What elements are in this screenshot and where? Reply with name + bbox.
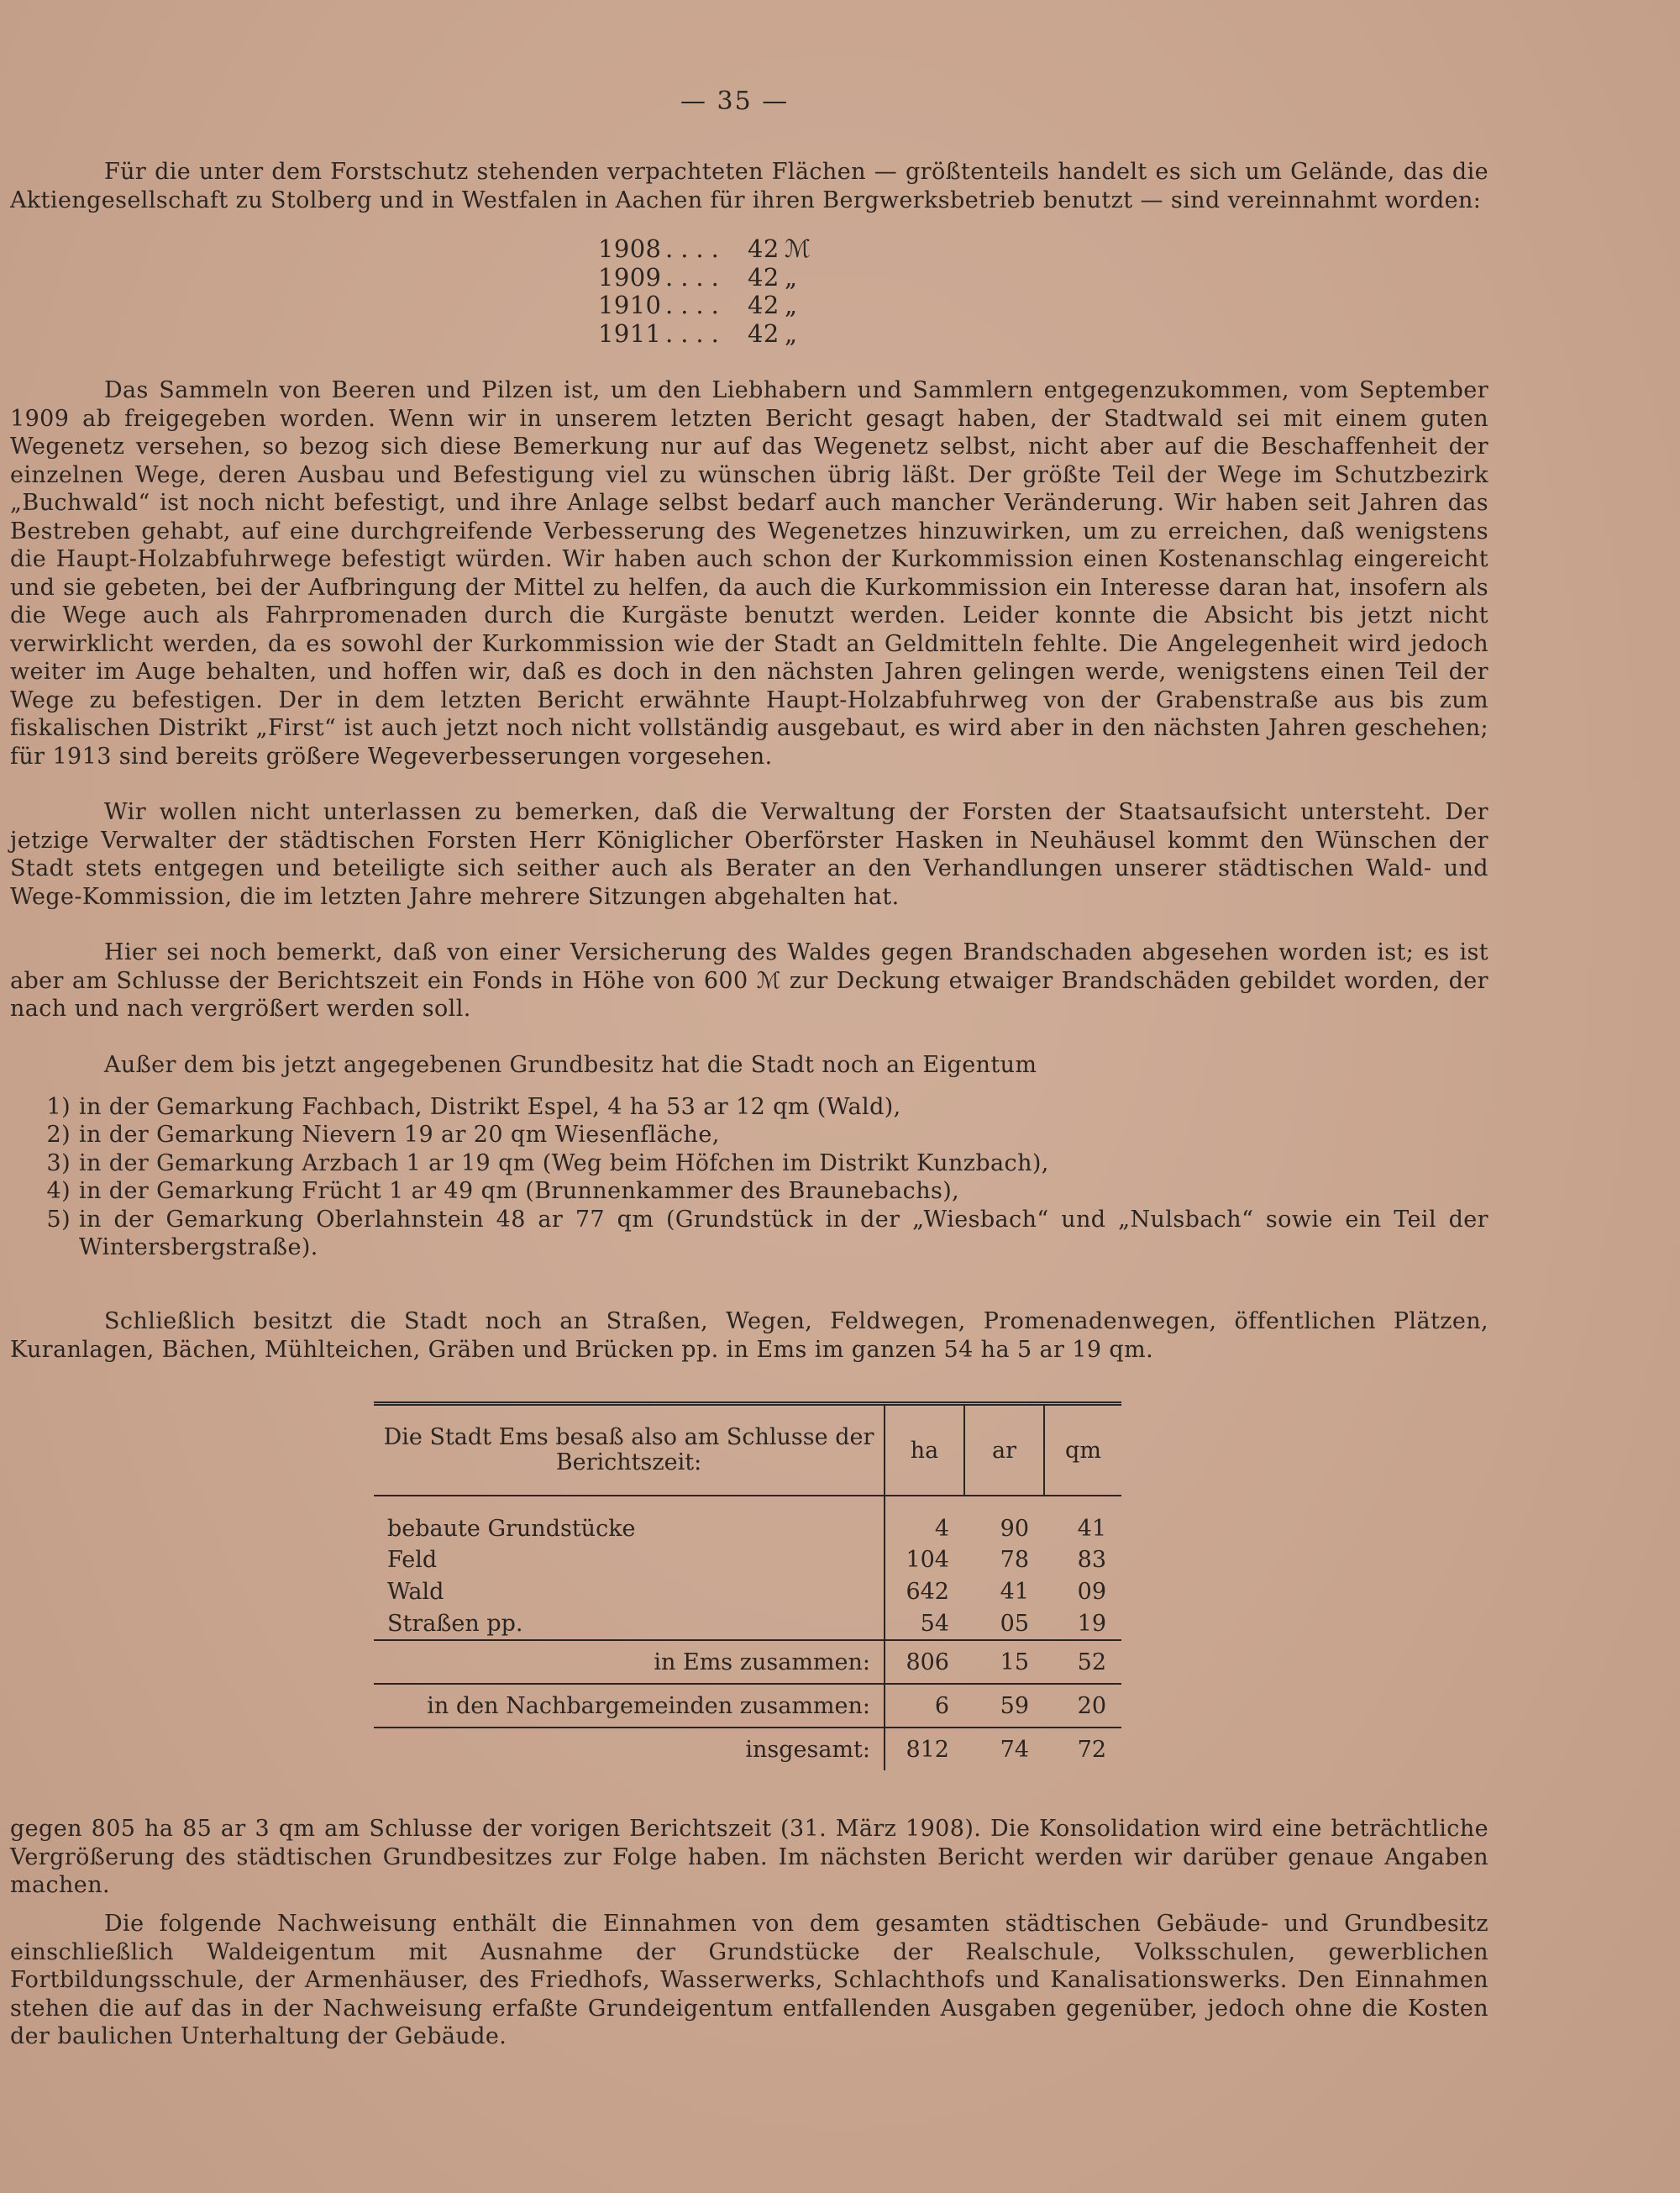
total-neighbor-row: in den Nachbargemeinden zusammen: 6 59 20	[374, 1684, 1121, 1728]
paragraph-insurance: Hier sei noch bemerkt, daß von einer Versicherung des Waldes gegen Brandschaden abgesehen worden ist; es ist aber am Schlusse der Berichtszeit ein Fonds in Höhe von 600 ℳ zur Deckung etwaiger Brandschäden gebildet worden, der nach und nach vergrößert werden soll.	[10, 939, 1488, 1022]
list-item: 4) in der Gemarkung Frücht 1 ar 49 qm (Brunnenkammer des Braunebachs),	[46, 1178, 960, 1204]
paragraph-collecting: Das Sammeln von Beeren und Pilzen ist, um den Liebhabern und Sammlern entgegenzukommen, vom September 1909 ab freigegeben worden. Wenn wir in unserem letzten Bericht gesagt haben, der Stadtwald sei mit einem guten Wegenetz versehen, so bezog sich diese Bemerkung nur auf das Wegenetz selbst, nicht aber auf die Beschaffenheit der einzelnen Wege, deren Ausbau und Befestigung viel zu wünschen übrig läßt. Der größte Teil der Wege im Schutzbezirk „Buchwald“ ist noch nicht befestigt, und ihre Anlage selbst bedarf auch mancher Veränderung. Wir haben seit Jahren das Bestreben gehabt, auf eine durchgreifende Verbesserung des Wegenetzes hinzuwirken, um zu erreichen, daß wenigstens die Haupt-Holzabfuhrwege befestigt würden. Wir haben auch schon der Kurkommission einen Kostenanschlag eingereicht und sie gebeten, bei der Aufbringung der Mittel zu helfen, da auch die Kurkommission ein Interesse daran hat, insofern als die Wege auch als Fahrpromenaden durch die Kurgäste benutzt werden. Leider konnte die Absicht bis jetzt nicht verwirklicht werden, da es sowohl der Kurkommission wie der Stadt an Geldmitteln fehlte. Die Angelegenheit wird jedoch weiter im Auge behalten, und hoffen wir, daß es doch in den nächsten Jahren gelingen werde, wenigstens einen Teil der Wege zu befestigen. Der in dem letzten Bericht erwähnte Haupt-Holzabfuhrweg von der Grabenstraße aus bis zum fiskalischen Distrikt „First“ ist auch jetzt noch nicht vollständig ausgebaut, es wird aber in den nächsten Jahren geschehen; für 1913 sind bereits größere Wegeverbesserungen vorgesehen.	[10, 377, 1488, 770]
paragraph-income: Die folgende Nachweisung enthält die Einnahmen von dem gesamten städtischen Gebäude- und Grundbesitz einschließlich Waldeigentum mit Ausnahme der Grundstücke der Realschule, Volksschulen, gewerblichen Fortbildungsschule, der Armenhäuser, des Friedhofs, Wasserwerks, Schlachthofs und Kanalisationswerks. Den Einnahmen stehen die auf das in der Nachweisung erfaßte Grundeigentum entfallenden Ausgaben gegenüber, jedoch ohne die Kosten der baulichen Unterhaltung der Gebäude.	[10, 1911, 1488, 2049]
grand-total-row: insgesamt: 812 74 72	[374, 1728, 1121, 1770]
column-header-ha: ha	[885, 1404, 964, 1496]
list-item: 1) in der Gemarkung Fachbach, Distrikt Espel, 4 ha 53 ar 12 qm (Wald),	[46, 1093, 901, 1120]
lease-income-list	[598, 235, 811, 348]
list-item: 5) in der Gemarkung Oberlahnstein 48 ar 77 qm (Grundstück in der „Wiesbach“ und „Nulsbach“ sowie ein Teil der Wintersbergstraße).	[46, 1206, 1488, 1260]
intro-paragraph: Für die unter dem Forstschutz stehenden verpachteten Flächen — größtenteils handelt es sich um Gelände, das die Aktiengesellschaft zu Stolberg und in Westfalen in Aachen für ihren Bergwerksbetrieb benutzt — sind vereinnahmt worden:	[10, 159, 1488, 213]
table-header	[374, 1404, 1121, 1496]
property-list	[10, 1093, 1488, 1262]
year-row: 1910 .... 42 „	[598, 291, 798, 319]
paragraph-comparison: gegen 805 ha 85 ar 3 qm am Schlusse der vorigen Berichtszeit (31. März 1908). Die Konsolidation wird eine beträchtliche Vergrößerung des städtischen Grundbesitzes zur Folge haben. Im nächsten Bericht werden wir darüber genaue Angaben machen.	[10, 1816, 1488, 1898]
list-item: 3) in der Gemarkung Arzbach 1 ar 19 qm (Weg beim Höfchen im Distrikt Kunzbach),	[46, 1149, 1049, 1176]
total-ems-row: in Ems zusammen: 806 15 52	[374, 1640, 1121, 1684]
column-header-qm: qm	[1044, 1404, 1121, 1496]
year-row: 1909 .... 42 „	[598, 262, 798, 292]
page-number: — 35 —	[680, 87, 790, 116]
table-row: bebaute Grundstücke 4 90 41	[374, 1496, 1121, 1544]
table-row: Feld 104 78 83	[374, 1544, 1121, 1575]
table-caption: Die Stadt Ems besaß also am Schlusse der Berichtszeit:	[374, 1404, 885, 1496]
property-summary-table	[374, 1402, 1121, 1770]
paragraph-property-intro: Außer dem bis jetzt angegebenen Grundbesitz hat die Stadt noch an Eigentum	[104, 1052, 1037, 1078]
paragraph-streets: Schließlich besitzt die Stadt noch an Straßen, Wegen, Feldwegen, Promenadenwegen, öffentlichen Plätzen, Kuranlagen, Bächen, Mühlteichen, Gräben und Brücken pp. in Ems im ganzen 54 ha 5 ar 19 qm.	[10, 1308, 1488, 1363]
paragraph-administration: Wir wollen nicht unterlassen zu bemerken, daß die Verwaltung der Forsten der Staatsaufsicht untersteht. Der jetzige Verwalter der städtischen Forsten Herr Königlicher Oberförster Hasken in Neuhäusel kommt den Wünschen der Stadt stets entgegen und beteiligte sich seither auch als Berater an den Verhandlungen unserer städtischen Wald- und Wege-Kommission, die im letzten Jahre mehrere Sitzungen abgehalten hat.	[10, 799, 1488, 910]
table-row: Wald 642 41 09	[374, 1575, 1121, 1607]
table-row: Straßen pp. 54 05 19	[374, 1607, 1121, 1640]
year-row: 1911 .... 42 „	[598, 318, 798, 348]
year-row: 1908 .... 42 ℳ	[598, 234, 811, 263]
column-header-ar: ar	[964, 1404, 1044, 1496]
list-item: 2) in der Gemarkung Nievern 19 ar 20 qm Wiesenfläche,	[46, 1122, 720, 1148]
